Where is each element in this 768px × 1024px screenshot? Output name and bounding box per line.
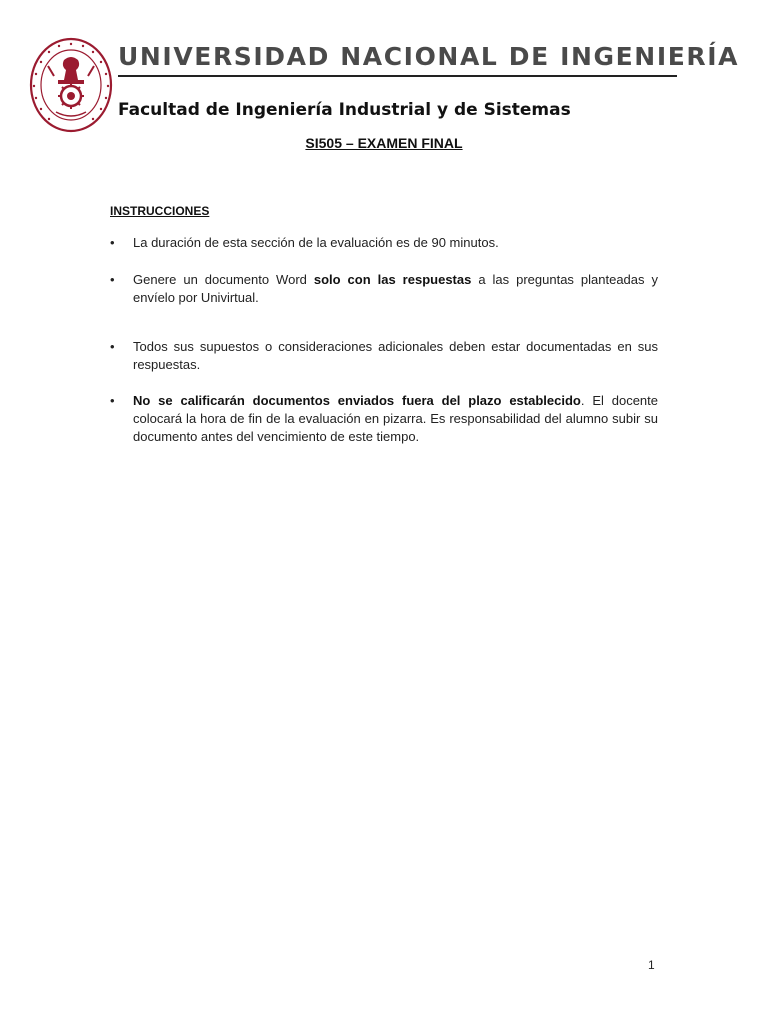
instruction-item — [110, 271, 658, 307]
instruction-item — [110, 392, 658, 446]
instruction-text: La duración de esta sección de la evaluación es de 90 minutos. — [133, 235, 499, 250]
instruction-text: No se calificarán documentos enviados fuera del plazo establecido. El docente colocará la hora de fin de la evaluación en pizarra. Es responsabilidad del alumno subir su documento antes del vencimiento de este tiempo. — [133, 393, 658, 444]
header-divider — [118, 75, 677, 77]
instructions-heading: INSTRUCCIONES — [110, 204, 210, 218]
uni-seal-icon — [28, 36, 114, 134]
instruction-item — [110, 338, 658, 374]
bullet-icon: • — [110, 235, 115, 250]
faculty-name: Facultad de Ingeniería Industrial y de Sistemas — [118, 100, 571, 120]
instruction-text: Todos sus supuestos o consideraciones adicionales deben estar documentadas en sus respuestas. — [133, 339, 658, 372]
instruction-item — [110, 234, 658, 252]
page-number: 1 — [648, 958, 655, 972]
bullet-icon: • — [110, 272, 115, 287]
bullet-icon: • — [110, 393, 115, 408]
university-name: UNIVERSIDAD NACIONAL DE INGENIERÍA — [118, 42, 740, 71]
exam-title: SI505 – EXAMEN FINAL — [305, 135, 463, 151]
bullet-icon: • — [110, 339, 115, 354]
instruction-text: Genere un documento Word solo con las respuestas a las preguntas planteadas y envíelo por Univirtual. — [133, 272, 658, 305]
